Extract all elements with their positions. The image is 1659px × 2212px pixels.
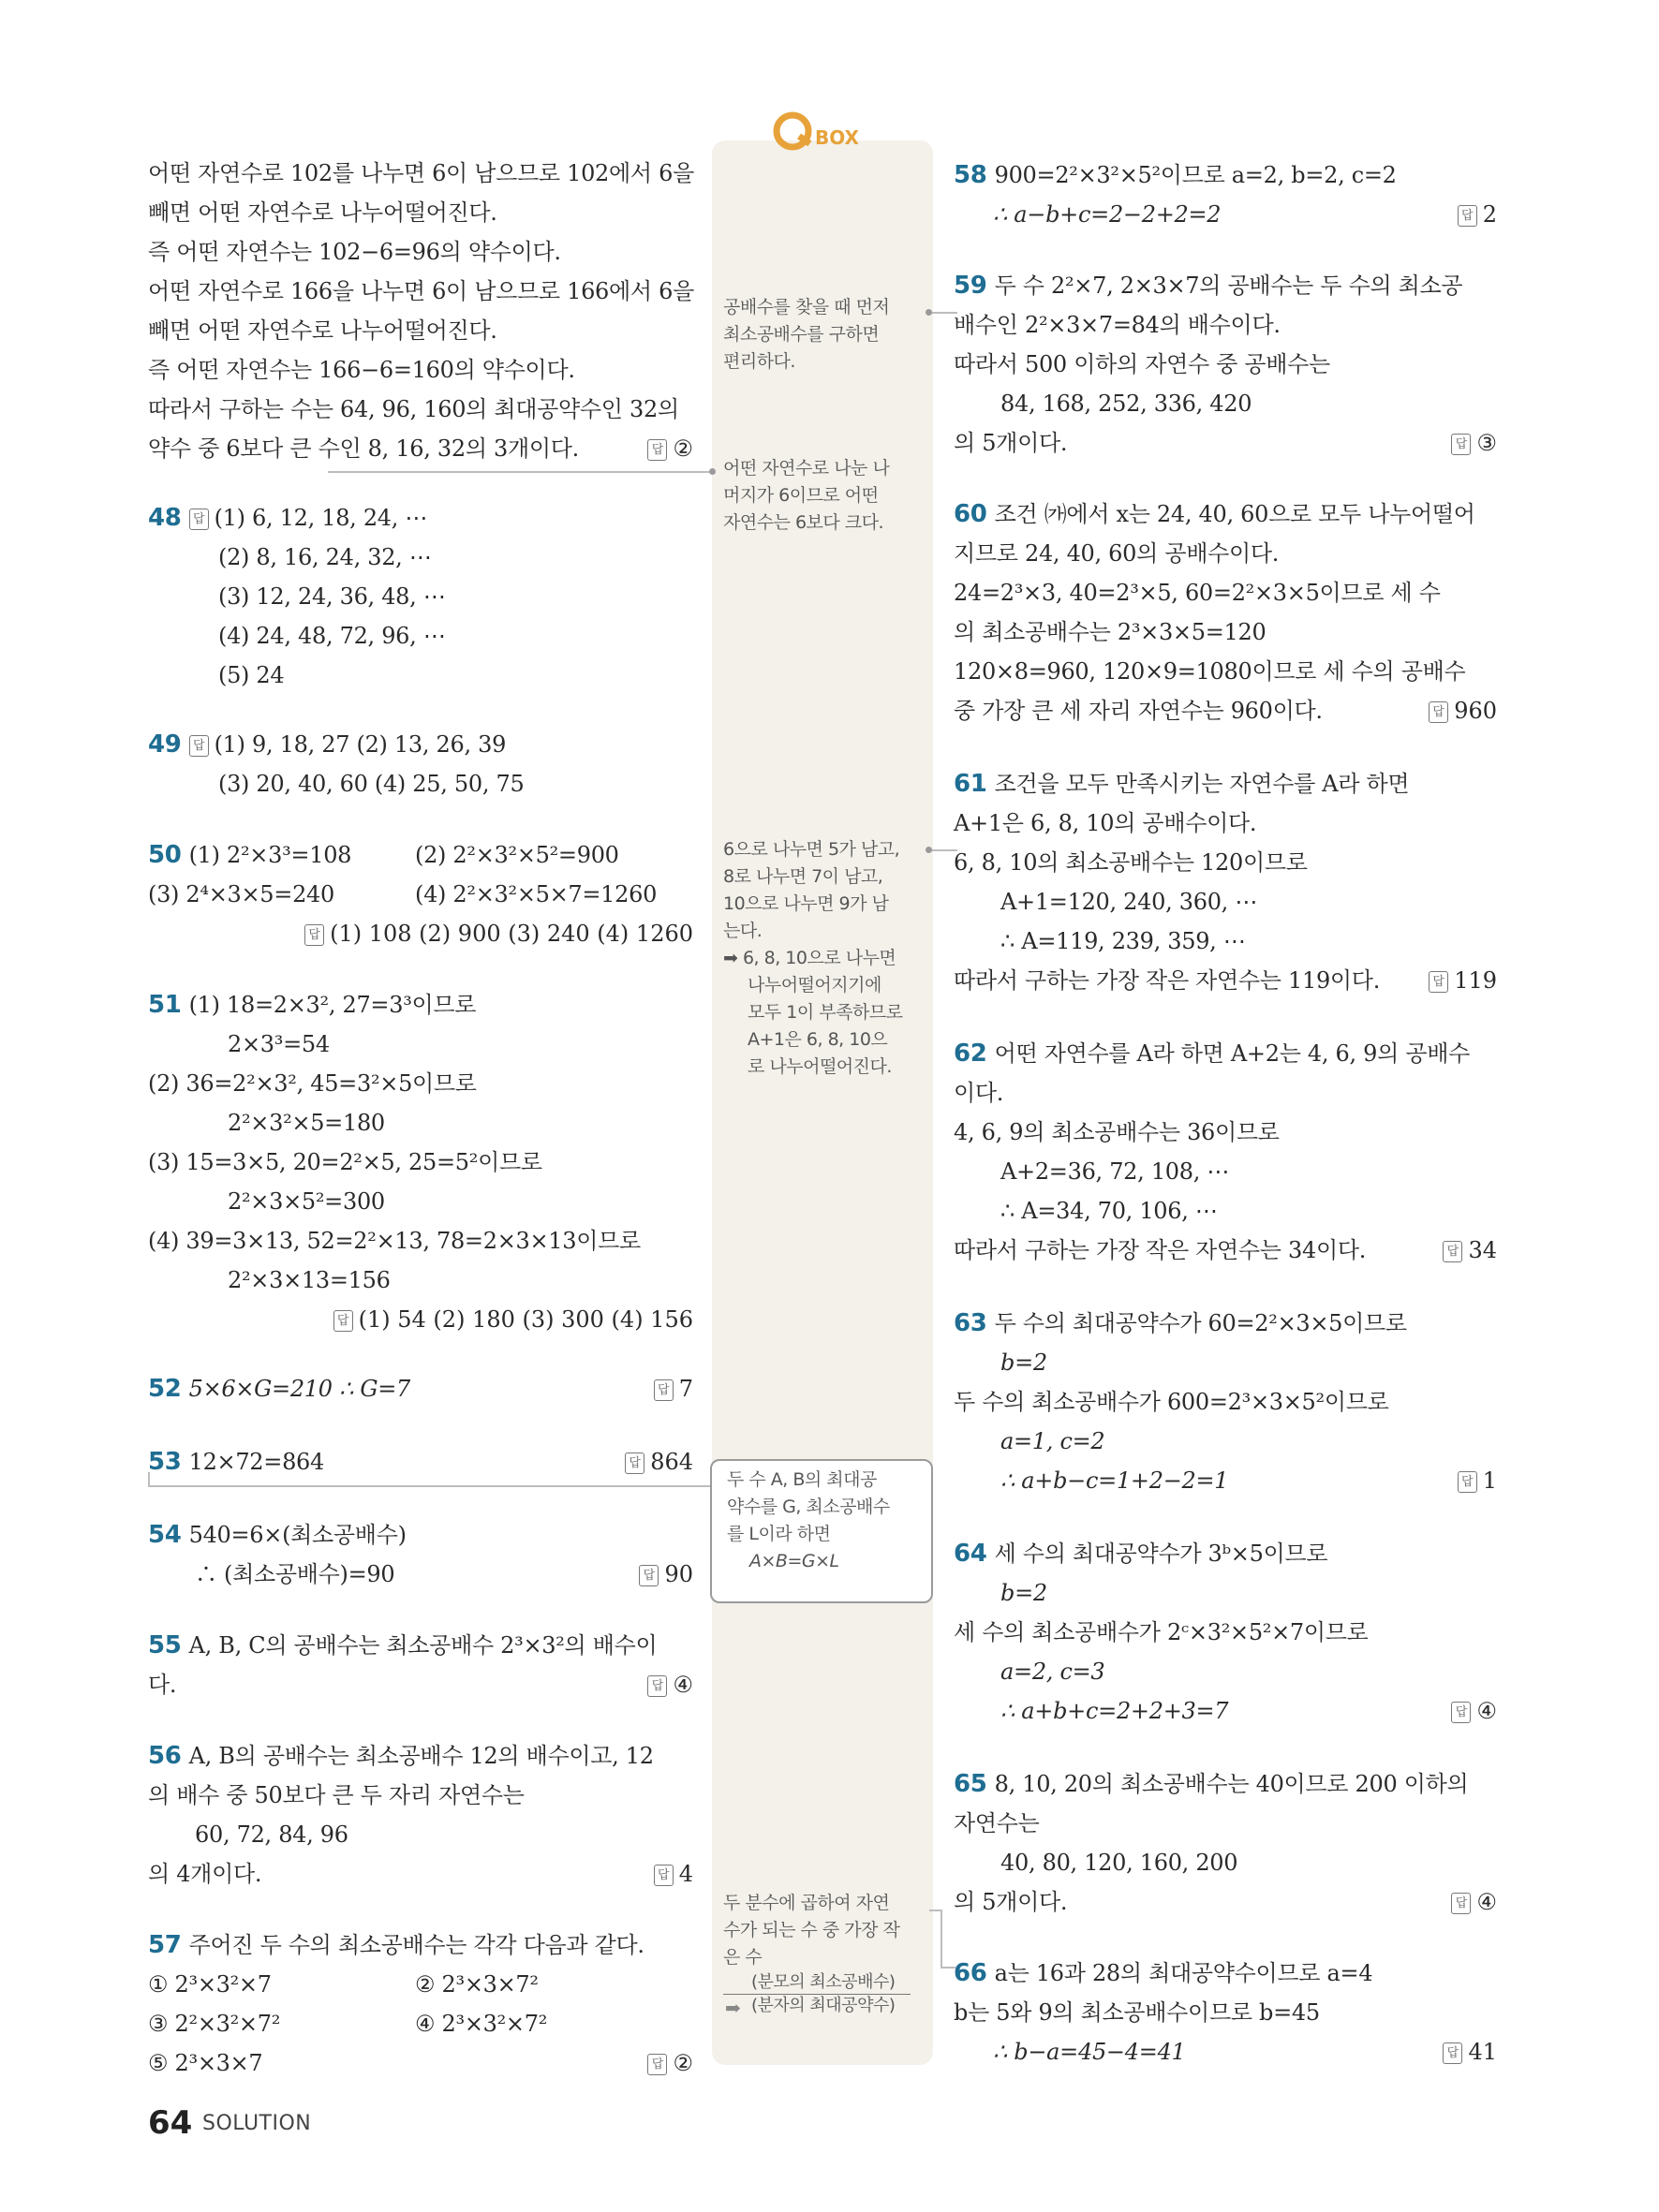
answer-mark: 답 960: [1429, 697, 1497, 725]
connector-dot: [709, 468, 716, 475]
solution-line: 2×3³=54: [228, 1031, 330, 1057]
answer-icon: 답: [647, 2054, 667, 2075]
solution-line: b는 5와 9의 최소공배수이므로 b=45: [954, 1999, 1320, 2026]
problem-51: 51 (1) 18=2×3², 27=3³이므로: [148, 991, 477, 1019]
answer-icon: 답: [333, 1310, 353, 1332]
solution-line: 2²×3×5²=300: [228, 1188, 385, 1215]
qbox-logo: [770, 109, 873, 159]
problem-55: 55 A, B, C의 공배수는 최소공배수 2³×3²의 배수이: [148, 1631, 658, 1659]
answer-icon: 답: [654, 1379, 674, 1401]
solution-line: 의 5개이다.: [954, 1889, 1068, 1915]
solution-line: 지므로 24, 40, 60의 공배수이다.: [954, 540, 1280, 567]
intro-line: 어떤 자연수로 102를 나누면 6이 남으므로 102에서 6을: [148, 160, 694, 186]
solution-line: 의 배수 중 50보다 큰 두 자리 자연수는: [148, 1782, 525, 1808]
solution-line: 6, 8, 10의 최소공배수는 120이므로: [954, 849, 1308, 876]
answer-line: (3) 20, 40, 60 (4) 25, 50, 75: [218, 771, 525, 797]
problem-64: 64 세 수의 최대공약수가 3ᵇ×5이므로: [954, 1540, 1328, 1568]
note-deficit: 6으로 나누면 5가 남고, 8로 나누면 7이 남고, 10으로 나누면 9가 남 는다. ➡ 6, 8, 10으로 나누면 나누어떨어지기에 모두 1이 부족하므로 A+1은 6, 8, 10으 로 나누어떨어진다.: [723, 839, 903, 1077]
solution-line: (3) 2⁴×3×5=240: [148, 881, 334, 907]
solution-line: 의 최소공배수는 2³×3×5=120: [954, 619, 1266, 645]
answer-icon: 답: [1451, 1893, 1471, 1914]
answer-icon: 답: [1443, 1241, 1462, 1262]
problem-59: 59 두 수 2²×7, 2×3×7의 공배수는 두 수의 최소공: [954, 272, 1463, 300]
note-remainder: 어떤 자연수로 나눈 나 머지가 6이므로 어떤 자연수는 6보다 크다.: [723, 458, 890, 533]
problem-63: 63 두 수의 최대공약수가 60=2²×3×5이므로: [954, 1309, 1407, 1337]
choice-3: ③ 2²×3²×7²: [148, 2011, 281, 2037]
answer-icon: 답: [647, 1675, 667, 1697]
problem-52: 52 5×6×G=210 ∴ G=7: [148, 1375, 411, 1403]
answer-mark: 답 119: [1429, 966, 1497, 995]
problem-53: 53 12×72=864: [148, 1448, 324, 1476]
note-gcd-lcm: 두 수 A, B의 최대공 약수를 G, 최소공배수 를 L이라 하면 A×B=G×L: [727, 1469, 890, 1571]
answer-icon: 답: [189, 735, 209, 757]
solution-line: 24=2³×3, 40=2³×5, 60=2²×3×5이므로 세 수: [954, 580, 1441, 606]
problem-60: 60 조건 ㈎에서 x는 24, 40, 60으로 모두 나누어떨어: [954, 500, 1475, 528]
answer-line: (3) 12, 24, 36, 48, ⋯: [218, 583, 446, 610]
footer-label: SOLUTION: [202, 2112, 312, 2135]
answer-mark: 답 2: [1458, 200, 1497, 229]
intro-line: 따라서 구하는 수는 64, 96, 160의 최대공약수인 32의: [148, 396, 679, 422]
solution-line: A+1=120, 240, 360, ⋯: [1000, 889, 1258, 915]
answer-mark: 답 ④: [1451, 1888, 1497, 1916]
solution-line: 2²×3²×5=180: [228, 1110, 385, 1136]
answer-line: (5) 24: [218, 662, 285, 688]
solution-line: a=2, c=3: [1000, 1659, 1105, 1685]
answer-mark: 답 (1) 108 (2) 900 (3) 240 (4) 1260: [304, 920, 693, 948]
connector-line: [328, 471, 712, 473]
solution-line: (2) 36=2²×3², 45=3²×5이므로: [148, 1070, 477, 1097]
answer-icon: 답: [1429, 701, 1448, 723]
answer-icon: 답: [304, 924, 324, 946]
answer-icon: 답: [1451, 434, 1471, 455]
choice-5: ⑤ 2³×3×7: [148, 2050, 263, 2076]
intro-line: 약수 중 6보다 큰 수인 8, 16, 32의 3개이다.: [148, 435, 580, 462]
solution-line: A+2=36, 72, 108, ⋯: [1000, 1158, 1230, 1185]
intro-line: 즉 어떤 자연수는 102−6=96의 약수이다.: [148, 239, 561, 265]
problem-49: 49 답 (1) 9, 18, 27 (2) 13, 26, 39: [148, 730, 507, 759]
solution-line: 따라서 500 이하의 자연수 중 공배수는: [954, 351, 1330, 377]
page-number: 64: [148, 2104, 193, 2142]
solution-line: 2²×3×13=156: [228, 1267, 391, 1293]
solution-line: 의 5개이다.: [954, 430, 1068, 456]
problem-65: 65 8, 10, 20의 최소공배수는 40이므로 200 이하의: [954, 1770, 1469, 1798]
connector-line: [148, 1485, 710, 1487]
answer-mark: 답 7: [654, 1375, 693, 1403]
choice-2: ② 2³×3×7²: [415, 1971, 539, 1998]
qbox-sidebar: [712, 140, 933, 2065]
solution-line: a=1, c=2: [1000, 1428, 1105, 1454]
solution-line: (2) 2²×3²×5²=900: [415, 842, 619, 868]
answer-icon: 답: [625, 1453, 644, 1474]
answer-icon: 답: [639, 1565, 659, 1586]
answer-icon: 답: [1429, 971, 1448, 993]
problem-57: 57 주어진 두 수의 최소공배수는 각각 다음과 같다.: [148, 1931, 644, 1959]
problem-62: 62 어떤 자연수를 A라 하면 A+2는 4, 6, 9의 공배수: [954, 1040, 1471, 1068]
solution-line: b=2: [1000, 1580, 1047, 1606]
answer-mark: 답 864: [625, 1448, 693, 1476]
answer-icon: 답: [1443, 2042, 1462, 2064]
intro-line: 빼면 어떤 자연수로 나누어떨어진다.: [148, 199, 497, 226]
answer-mark: 답 41: [1443, 2038, 1497, 2066]
intro-line: 즉 어떤 자연수는 166−6=160의 약수이다.: [148, 357, 575, 383]
solution-line: A+1은 6, 8, 10의 공배수이다.: [954, 810, 1257, 836]
solution-line: (4) 39=3×13, 52=2²×13, 78=2×3×13이므로: [148, 1228, 641, 1254]
solution-line: 세 수의 최소공배수가 2ᶜ×3²×5²×7이므로: [954, 1619, 1369, 1645]
solution-line: ∴ A=119, 239, 359, ⋯: [1000, 928, 1246, 954]
solution-line: ∴ (최소공배수)=90: [195, 1561, 395, 1587]
solution-line: 따라서 구하는 가장 작은 자연수는 34이다.: [954, 1237, 1367, 1263]
problem-61: 61 조건을 모두 만족시키는 자연수를 A라 하면: [954, 770, 1410, 798]
solution-line: (3) 15=3×5, 20=2²×5, 25=5²이므로: [148, 1149, 542, 1175]
solution-line: 따라서 구하는 가장 작은 자연수는 119이다.: [954, 967, 1381, 994]
answer-mark: 답 90: [639, 1560, 693, 1588]
choice-1: ① 2³×3²×7: [148, 1971, 272, 1998]
note-lcm-tip: 공배수를 찾을 때 먼저 최소공배수를 구하면 편리하다.: [723, 297, 890, 372]
solution-line: (4) 2²×3²×5×7=1260: [415, 881, 658, 907]
solution-line: 이다.: [954, 1080, 1004, 1106]
answer-icon: 답: [647, 439, 667, 461]
solution-line: ∴ b−a=45−4=41: [993, 2039, 1186, 2065]
answer-mark: 답 (1) 54 (2) 180 (3) 300 (4) 156: [333, 1305, 693, 1334]
solution-line: 배수인 2²×3×7=84의 배수이다.: [954, 312, 1281, 338]
solution-line: 40, 80, 120, 160, 200: [1000, 1850, 1238, 1876]
answer-icon: 답: [1458, 1471, 1477, 1493]
answer-line: (2) 8, 16, 24, 32, ⋯: [218, 544, 432, 570]
answer-mark: 답 ④: [1451, 1697, 1497, 1725]
problem-58: 58 900=2²×3²×5²이므로 a=2, b=2, c=2: [954, 161, 1397, 189]
solution-line: ∴ A=34, 70, 106, ⋯: [1000, 1198, 1218, 1224]
solution-line: b=2: [1000, 1349, 1047, 1376]
answer-mark: 답 ②: [647, 435, 693, 463]
solution-line: 120×8=960, 120×9=1080이므로 세 수의 공배수: [954, 658, 1466, 685]
connector-line: [941, 1910, 942, 1968]
problem-54: 54 540=6×(최소공배수): [148, 1521, 407, 1549]
arrow-icon: ➡: [725, 1997, 741, 2019]
answer-line: (4) 24, 48, 72, 96, ⋯: [218, 623, 446, 649]
problem-48: 48 답 (1) 6, 12, 18, 24, ⋯: [148, 504, 428, 532]
answer-mark: 답 ②: [647, 2049, 693, 2077]
solution-line: 자연수는: [954, 1810, 1040, 1836]
problem-50: 50 (1) 2²×3³=108: [148, 841, 352, 869]
solution-line: 중 가장 큰 세 자리 자연수는 960이다.: [954, 698, 1323, 724]
solution-line: ∴ a−b+c=2−2+2=2: [993, 201, 1222, 228]
solution-line: 다.: [148, 1672, 177, 1698]
answer-mark: 답 ④: [647, 1671, 693, 1699]
intro-line: 어떤 자연수로 166을 나누면 6이 남으므로 166에서 6을: [148, 278, 694, 304]
answer-icon: 답: [654, 1865, 674, 1886]
choice-4: ④ 2³×3²×7²: [415, 2011, 548, 2037]
problem-66: 66 a는 16과 28의 최대공약수이므로 a=4: [954, 1959, 1373, 1987]
problem-56: 56 A, B의 공배수는 최소공배수 12의 배수이고, 12: [148, 1742, 654, 1770]
answer-mark: 답 34: [1443, 1236, 1497, 1264]
intro-line: 빼면 어떤 자연수로 나누어떨어진다.: [148, 317, 497, 344]
answer-icon: 답: [189, 509, 209, 530]
solution-line: 두 수의 최소공배수가 600=2³×3×5²이므로: [954, 1389, 1389, 1415]
solution-line: 4, 6, 9의 최소공배수는 36이므로: [954, 1119, 1280, 1145]
solution-line: 의 4개이다.: [148, 1861, 262, 1887]
svg-text:BOX: BOX: [815, 126, 859, 149]
answer-mark: 답 ③: [1451, 429, 1497, 457]
solution-line: ∴ a+b−c=1+2−2=1: [1000, 1467, 1229, 1494]
answer-icon: 답: [1451, 1702, 1471, 1723]
answer-icon: 답: [1458, 205, 1477, 227]
answer-mark: 답 1: [1458, 1467, 1497, 1495]
solution-line: 84, 168, 252, 336, 420: [1000, 391, 1252, 417]
solution-line: ∴ a+b+c=2+2+3=7: [1000, 1698, 1229, 1724]
solution-line: 60, 72, 84, 96: [195, 1821, 348, 1848]
answer-mark: 답 4: [654, 1860, 693, 1888]
note-fraction: 두 분수에 곱하여 자연 수가 되는 수 중 가장 작 은 수 (분모의 최소공배수) (분자의 최대공약수): [723, 1890, 927, 2017]
